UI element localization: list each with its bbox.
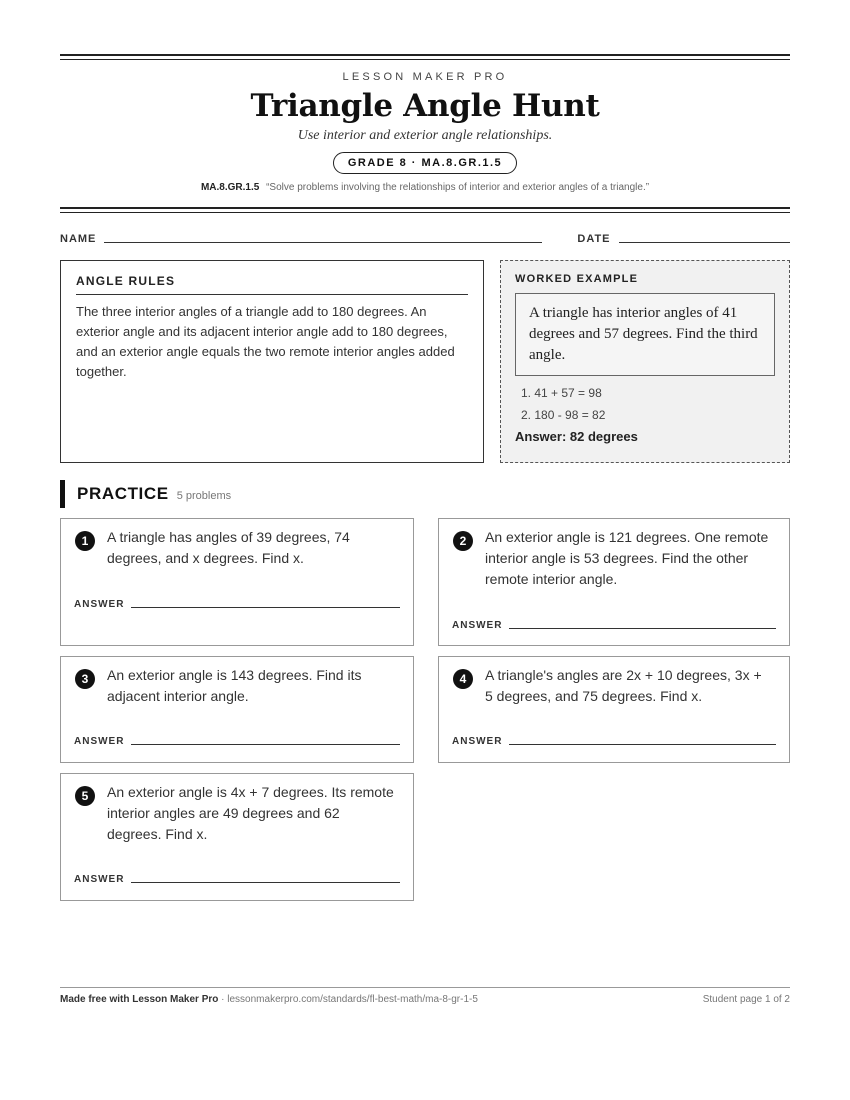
header-divider [60,207,790,213]
standard-line [60,182,790,193]
worked-example-step: 1. 41 + 57 = 98 [521,386,602,400]
problem-text: An exterior angle is 4x + 7 degrees. Its remote interior angles are 49 degrees and 62 degrees. Find x. [107,784,394,842]
worksheet-subtitle: Use interior and exterior angle relationships. [297,128,553,143]
answer-row [74,874,400,885]
problem-card-3 [60,656,414,763]
problem-text: A triangle has angles of 39 degrees, 74 degrees, and x degrees. Find x. [107,529,350,566]
standard-code: MA.8.GR.1.5 [200,182,260,193]
name-date-bar [60,233,790,245]
answer-field[interactable] [509,628,776,629]
problem-card-2 [438,518,790,646]
worked-example-answer: Answer: 82 degrees [515,429,638,444]
answer-field[interactable] [131,744,400,745]
answer-row [452,736,776,747]
practice-title: PRACTICE [77,484,169,503]
problem-number-badge: 4 [453,669,473,689]
date-field[interactable] [619,241,790,243]
footer-page-number: Student page 1 of 2 [702,994,790,1005]
footer-made-with: Made free with Lesson Maker Pro [60,994,219,1005]
angle-rules-box [60,260,484,463]
footer-url[interactable]: · lessonmakerpro.com/standards/fl-best-math/ma-8-gr-1-5 [218,994,478,1005]
name-field[interactable] [104,241,542,243]
worksheet-page [60,54,790,508]
problem-text: A triangle's angles are 2x + 10 degrees, 3x + 5 degrees, and 75 degrees. Find x. [485,667,762,704]
worked-example-box [500,260,790,463]
problem-text: An exterior angle is 143 degrees. Find its adjacent interior angle. [107,667,362,704]
page-footer [60,987,790,1005]
answer-row [452,620,776,631]
answer-label: ANSWER [452,620,503,631]
answer-field[interactable] [509,744,776,745]
date-label: DATE [577,233,611,245]
answer-row [74,736,400,747]
problem-number-badge: 2 [453,531,473,551]
brand-label: LESSON MAKER PRO [342,71,508,83]
answer-label: ANSWER [74,874,125,885]
problem-number-badge: 1 [75,531,95,551]
answer-row [74,599,400,610]
problem-number-badge: 3 [75,669,95,689]
answer-label: ANSWER [74,736,125,747]
problem-card-5 [60,773,414,901]
worksheet-title: Triangle Angle Hunt [250,88,600,124]
problem-text: An exterior angle is 121 degrees. One remote interior angle is 53 degrees. Find the other remote interior angle. [485,529,769,587]
worked-example-heading: WORKED EXAMPLE [515,273,639,285]
practice-heading [60,480,790,508]
practice-count: 5 problems [176,489,232,502]
worked-example-step: 2. 180 - 98 = 82 [521,408,606,422]
grade-badge: GRADE 8 · MA.8.GR.1.5 [333,152,517,174]
answer-label: ANSWER [452,736,503,747]
answer-label: ANSWER [74,599,125,610]
angle-rules-heading: ANGLE RULES [76,274,468,295]
problem-number-badge: 5 [75,786,95,806]
standard-text: “Solve problems involving the relationships of interior and exterior angles of a triangle.” [266,182,650,193]
problem-card-4 [438,656,790,763]
problem-card-1 [60,518,414,646]
worked-example-steps [515,382,775,426]
footer-credit [60,994,478,1005]
answer-field[interactable] [131,607,400,608]
angle-rules-text: The three interior angles of a triangle add to 180 degrees. An exterior angle and its adjacent interior angle add to 180 degrees, and an exterior angle equals the two remote interior angles added together. [76,304,455,379]
top-divider [60,54,790,60]
name-label: NAME [60,233,97,245]
worked-example-question: A triangle has interior angles of 41 degrees and 57 degrees. Find the third angle. [515,293,775,376]
answer-field[interactable] [131,882,400,883]
